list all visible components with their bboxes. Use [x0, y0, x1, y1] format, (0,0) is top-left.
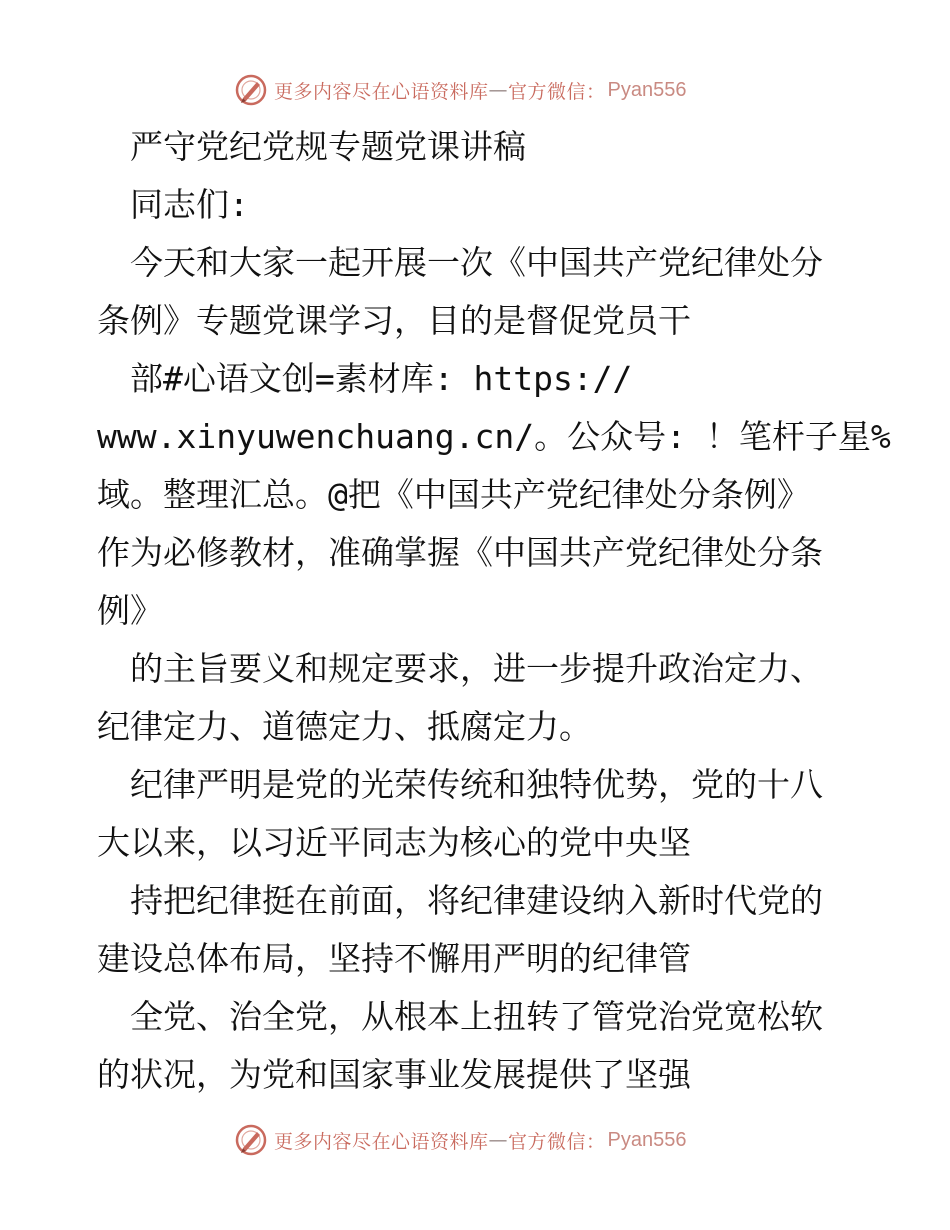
watermark-dash: —	[488, 79, 509, 101]
watermark-account: Pyan556	[607, 78, 687, 101]
doc-line: 例》	[97, 591, 163, 630]
watermark-text: 更多内容尽在心语资料库	[274, 1130, 489, 1153]
footer-watermark	[234, 1122, 687, 1158]
watermark-account: Pyan556	[607, 1128, 687, 1151]
watermark-contact-label: 官方微信：	[508, 1130, 606, 1153]
doc-line: 同志们:	[97, 185, 249, 224]
doc-line: 条例》专题党课学习，目的是督促党员干	[97, 301, 691, 340]
header-watermark	[234, 72, 687, 108]
doc-line: 建设总体布局，坚持不懈用严明的纪律管	[97, 939, 691, 978]
doc-line: 全党、治全党，从根本上扭转了管党治党宽松软	[97, 997, 823, 1036]
doc-line: 大以来，以习近平同志为核心的党中央坚	[97, 823, 691, 862]
doc-line: 的状况，为党和国家事业发展提供了坚强	[97, 1055, 691, 1094]
watermark-contact-label: 官方微信：	[508, 80, 606, 103]
doc-line: 的主旨要义和规定要求，进一步提升政治定力、	[97, 649, 823, 688]
doc-line: 域。整理汇总。@把《中国共产党纪律处分条例》	[97, 475, 810, 514]
doc-line: www.xinyuwenchuang.cn/。公众号: ！笔杆子星%	[97, 417, 891, 456]
doc-line: 持把纪律挺在前面，将纪律建设纳入新时代党的	[97, 881, 823, 920]
doc-line: 今天和大家一起开展一次《中国共产党纪律处分	[97, 243, 823, 282]
doc-line: 部#心语文创=素材库: https://	[97, 359, 633, 398]
doc-line: 纪律严明是党的光荣传统和独特优势，党的十八	[97, 765, 823, 804]
doc-line: 纪律定力、道德定力、抵腐定力。	[97, 707, 592, 746]
pen-logo-icon	[234, 73, 268, 107]
watermark-text: 更多内容尽在心语资料库	[274, 80, 489, 103]
doc-title: 严守党纪党规专题党课讲稿	[97, 127, 526, 166]
doc-line: 作为必修教材，准确掌握《中国共产党纪律处分条	[97, 533, 823, 572]
document-body	[97, 118, 891, 1104]
watermark-dash: —	[488, 1129, 509, 1151]
pen-logo-icon	[234, 1123, 268, 1157]
